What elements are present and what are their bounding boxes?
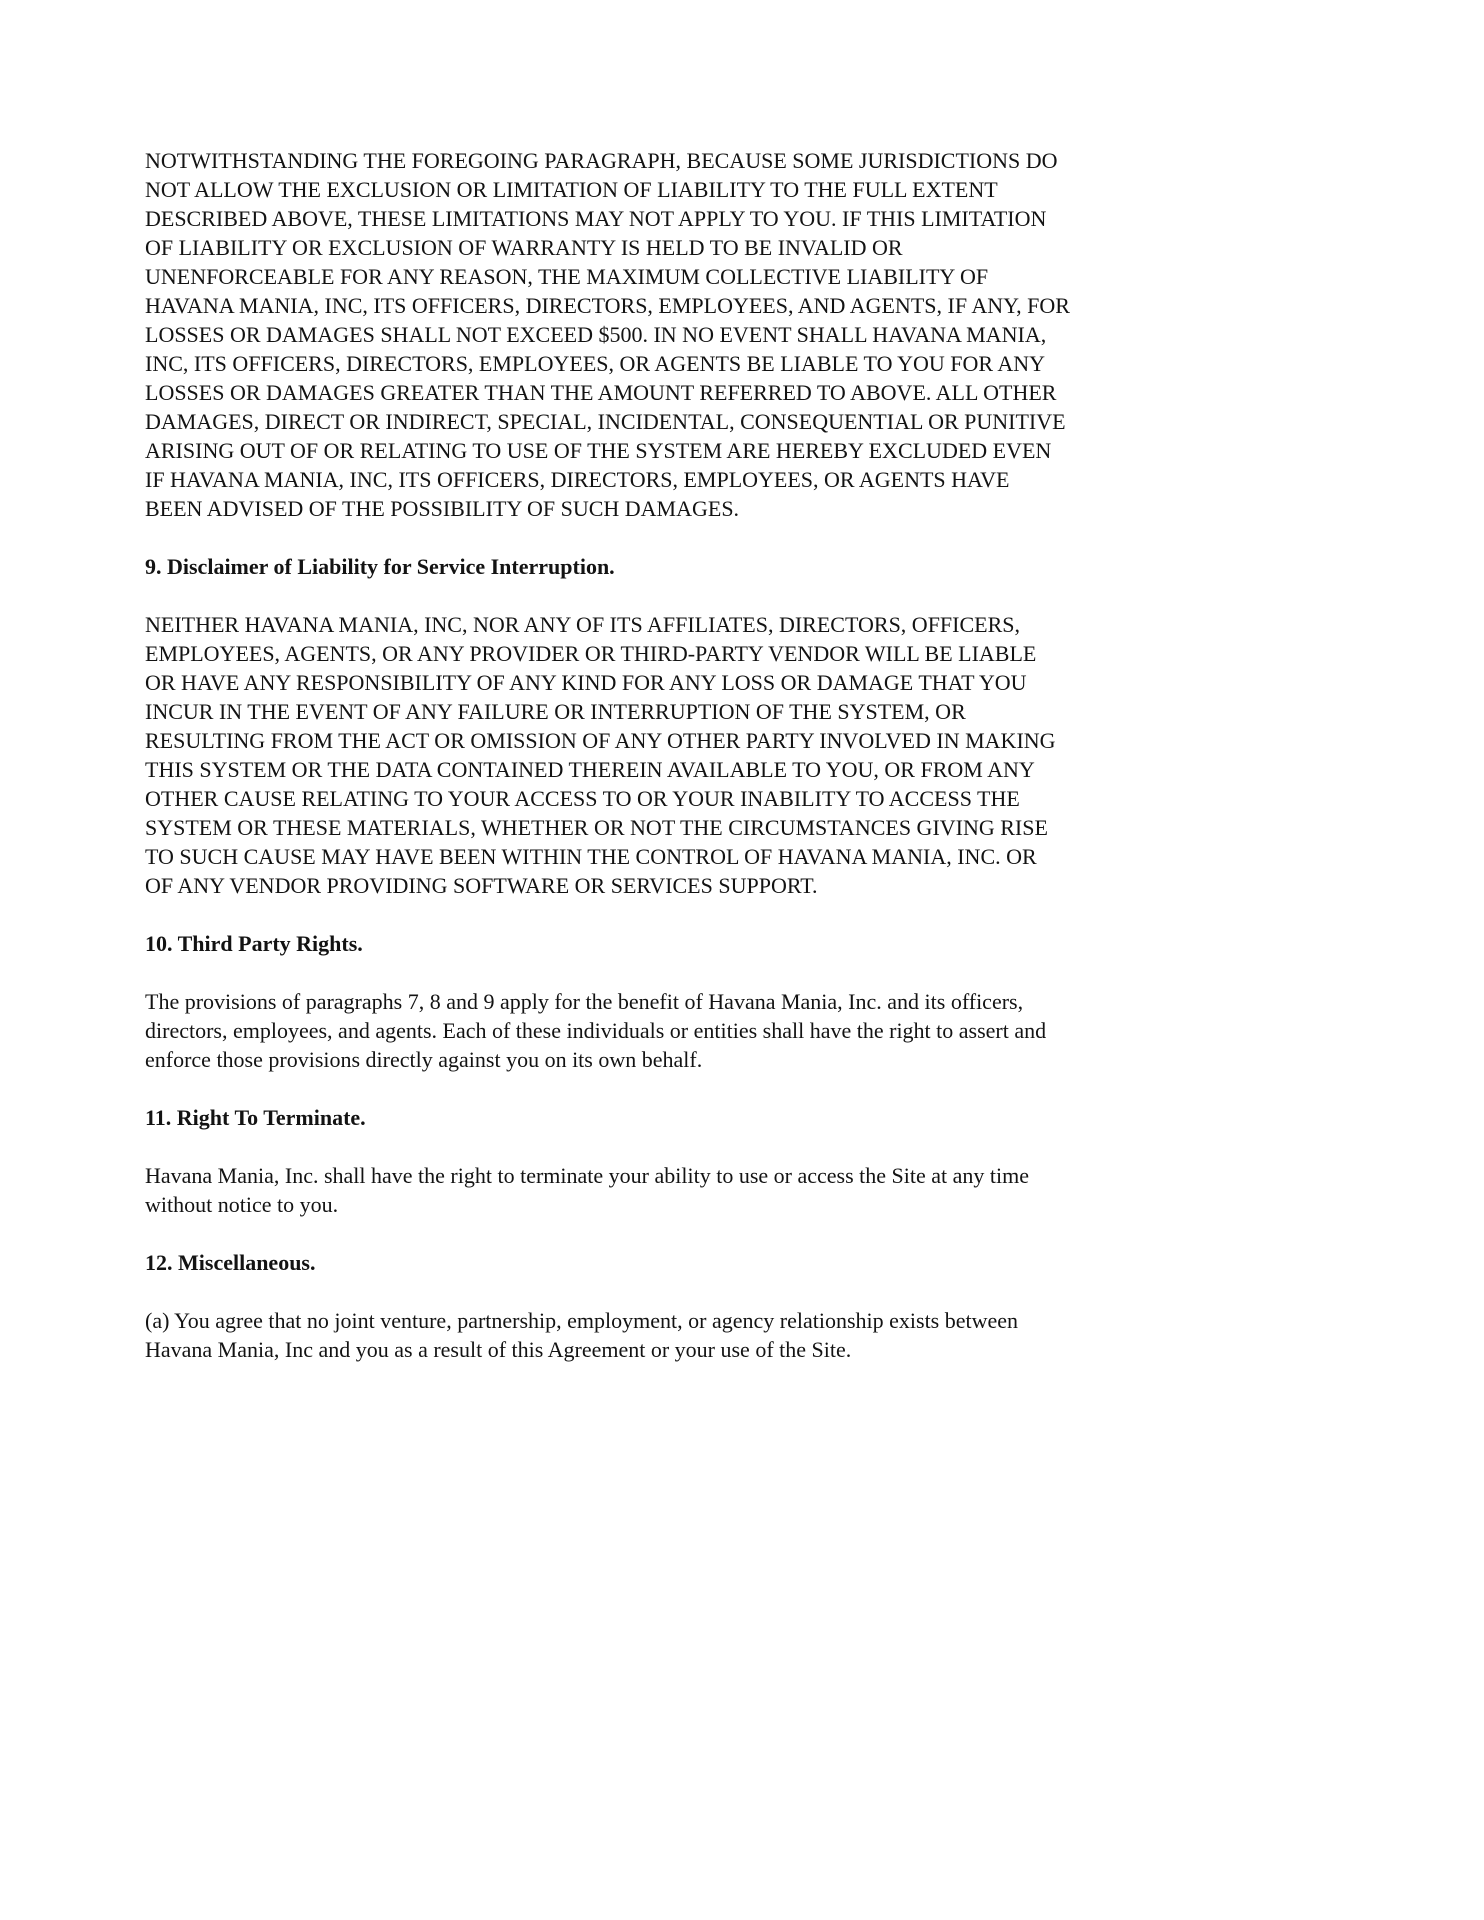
- paragraph-third-party-rights: The provisions of paragraphs 7, 8 and 9 apply for the benefit of Havana Mania, Inc. and its officers, directors, employees, and agents. Each of these individuals or entities shall have the right to assert and enforce those provisions directly against you on its own behalf.: [145, 989, 1047, 1072]
- paragraph-limitation-of-liability: NOTWITHSTANDING THE FOREGOING PARAGRAPH, BECAUSE SOME JURISDICTIONS DO NOT ALLOW THE EXCLUSION OR LIMITATION OF LIABILITY TO THE FULL EXTENT DESCRIBED ABOVE, THESE LIMITATIONS MAY NOT APPLY TO YOU. IF THIS LIMITATION OF LIABILITY OR EXCLUSION OF WARRANTY IS HELD TO BE INVALID OR UNENFORCEABLE FOR ANY REASON, THE MAXIMUM COLLECTIVE LIABILITY OF HAVANA MANIA, INC, ITS OFFICERS, DIRECTORS, EMPLOYEES, AND AGENTS, IF ANY, FOR LOSSES OR DAMAGES SHALL NOT EXCEED $500. IN NO EVENT SHALL HAVANA MANIA, INC, ITS OFFICERS, DIRECTORS, EMPLOYEES, OR AGENTS BE LIABLE TO YOU FOR ANY LOSSES OR DAMAGES GREATER THAN THE AMOUNT REFERRED TO ABOVE. ALL OTHER DAMAGES, DIRECT OR INDIRECT, SPECIAL, INCIDENTAL, CONSEQUENTIAL OR PUNITIVE ARISING OUT OF OR RELATING TO USE OF THE SYSTEM ARE HEREBY EXCLUDED EVEN IF HAVANA MANIA, INC, ITS OFFICERS, DIRECTORS, EMPLOYEES, OR AGENTS HAVE BEEN ADVISED OF THE POSSIBILITY OF SUCH DAMAGES.: [145, 148, 1070, 521]
- heading-section-9-disclaimer-service-interruption: 9. Disclaimer of Liability for Service Interruption.: [145, 554, 615, 579]
- heading-section-10-third-party-rights: 10. Third Party Rights.: [145, 931, 363, 956]
- heading-section-11-right-to-terminate: 11. Right To Terminate.: [145, 1105, 366, 1130]
- paragraph-miscellaneous-a: (a) You agree that no joint venture, partnership, employment, or agency relationship exists between Havana Mania, Inc and you as a result of this Agreement or your use of the Site.: [145, 1308, 1019, 1362]
- paragraph-service-interruption-disclaimer: NEITHER HAVANA MANIA, INC, NOR ANY OF ITS AFFILIATES, DIRECTORS, OFFICERS, EMPLOYEES, AGENTS, OR ANY PROVIDER OR THIRD-PARTY VENDOR WILL BE LIABLE OR HAVE ANY RESPONSIBILITY OF ANY KIND FOR ANY LOSS OR DAMAGE THAT YOU INCUR IN THE EVENT OF ANY FAILURE OR INTERRUPTION OF THE SYSTEM, OR RESULTING FROM THE ACT OR OMISSION OF ANY OTHER PARTY INVOLVED IN MAKING THIS SYSTEM OR THE DATA CONTAINED THEREIN AVAILABLE TO YOU, OR FROM ANY OTHER CAUSE RELATING TO YOUR ACCESS TO OR YOUR INABILITY TO ACCESS THE SYSTEM OR THESE MATERIALS, WHETHER OR NOT THE CIRCUMSTANCES GIVING RISE TO SUCH CAUSE MAY HAVE BEEN WITHIN THE CONTROL OF HAVANA MANIA, INC. OR OF ANY VENDOR PROVIDING SOFTWARE OR SERVICES SUPPORT.: [145, 612, 1056, 898]
- paragraph-right-to-terminate: Havana Mania, Inc. shall have the right to terminate your ability to use or access the Site at any time without notice to you.: [145, 1163, 1029, 1217]
- heading-section-12-miscellaneous: 12. Miscellaneous.: [145, 1250, 316, 1275]
